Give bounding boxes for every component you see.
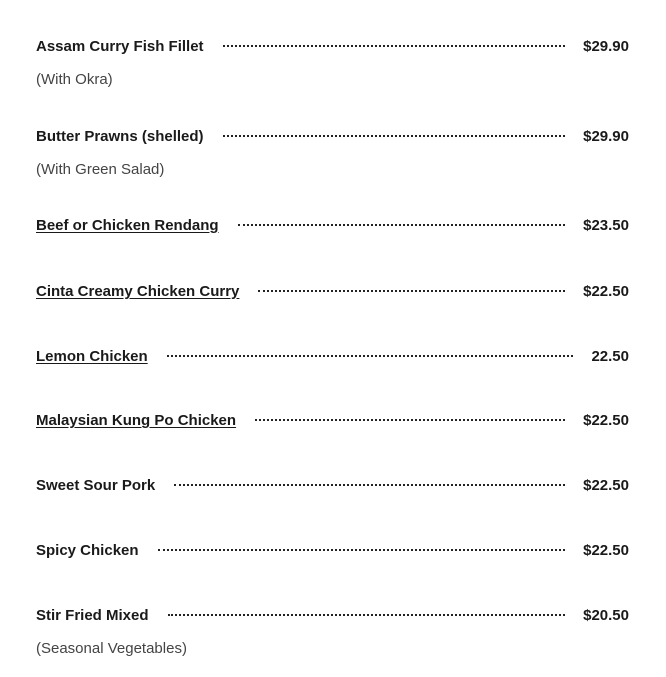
menu-item-row <box>36 36 629 58</box>
dotted-leader <box>168 614 566 616</box>
menu-item-name: Stir Fried Mixed <box>36 607 149 624</box>
menu-item-price: $29.90 <box>583 128 629 145</box>
menu-item-description: (With Green Salad) <box>36 161 165 178</box>
dotted-leader <box>258 290 565 292</box>
menu-item-name: Sweet Sour Pork <box>36 477 156 494</box>
menu-item-sweet-sour-pork <box>36 475 629 497</box>
menu-item-name: Assam Curry Fish Fillet <box>36 38 204 55</box>
menu-item-price: 22.50 <box>591 348 629 365</box>
dotted-leader <box>223 45 566 47</box>
dotted-leader <box>158 549 566 551</box>
menu-item-row <box>36 605 629 627</box>
menu-item-price: $22.50 <box>583 477 629 494</box>
menu-item-description: (Seasonal Vegetables) <box>36 640 187 657</box>
dotted-leader <box>255 419 565 421</box>
dotted-leader <box>167 355 574 357</box>
menu-item-malaysian-kung-po-chicken[interactable] <box>36 410 629 432</box>
menu-item-name: Spicy Chicken <box>36 542 139 559</box>
menu-item-link[interactable]: Lemon Chicken <box>36 348 148 365</box>
menu-item-link[interactable]: Cinta Creamy Chicken Curry <box>36 283 240 300</box>
menu-item-link[interactable]: Beef or Chicken Rendang <box>36 217 219 234</box>
menu-item-row <box>36 475 629 497</box>
dotted-leader <box>223 135 566 137</box>
menu-item-row <box>36 540 629 562</box>
menu-item-beef-or-chicken-rendang[interactable] <box>36 215 629 237</box>
menu-item-row <box>36 215 629 237</box>
menu-item-row <box>36 281 629 303</box>
menu-item-name: Butter Prawns (shelled) <box>36 128 204 145</box>
menu-item-price: $29.90 <box>583 38 629 55</box>
dotted-leader <box>238 224 566 226</box>
menu-item-lemon-chicken[interactable] <box>36 346 629 368</box>
dotted-leader <box>174 484 565 486</box>
menu-item-spicy-chicken <box>36 540 629 562</box>
menu-item-row <box>36 410 629 432</box>
menu-item-row <box>36 126 629 148</box>
menu-item-link[interactable]: Malaysian Kung Po Chicken <box>36 412 237 429</box>
menu-item-description: (With Okra) <box>36 71 113 88</box>
menu-item-stir-fried-mixed <box>36 605 629 659</box>
menu-item-assam-curry-fish-fillet <box>36 36 629 90</box>
menu-item-cinta-creamy-chicken-curry[interactable] <box>36 281 629 303</box>
menu-item-price: $22.50 <box>583 412 629 429</box>
menu-item-price: $23.50 <box>583 217 629 234</box>
menu-item-price: $20.50 <box>583 607 629 624</box>
menu-item-row <box>36 346 629 368</box>
menu-item-price: $22.50 <box>583 283 629 300</box>
menu-item-price: $22.50 <box>583 542 629 559</box>
menu-item-butter-prawns <box>36 126 629 180</box>
